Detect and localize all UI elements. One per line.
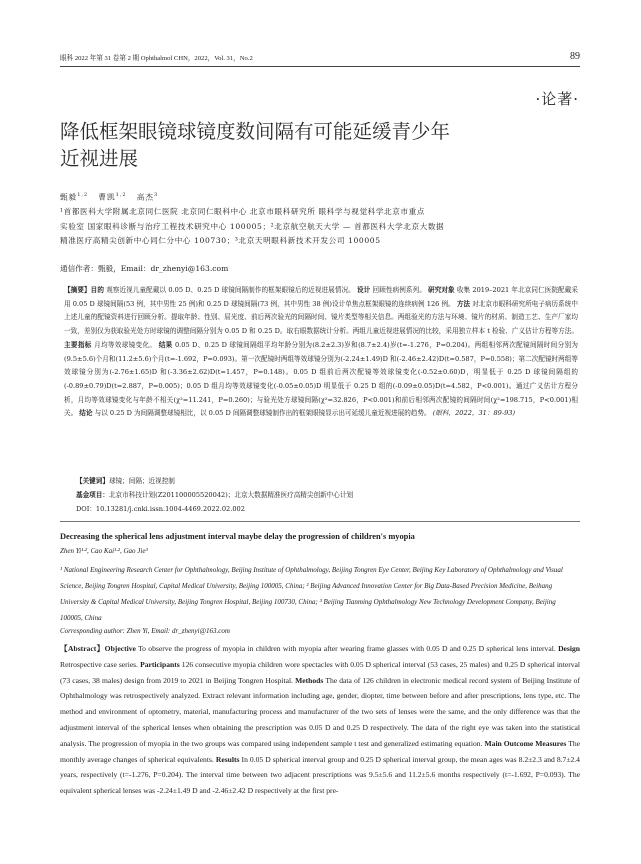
funding-text: 北京市科技计划(Z201100005520042)；北京大数据精准医疗高精尖创新中心计划: [108, 491, 354, 499]
design-label: 设计: [357, 286, 371, 294]
corresponding-author-cn: 通信作者：甄毅，Email：dr_zhenyi@163.com: [60, 264, 229, 273]
en-methods-text: The data of 126 children in electronic medical record system of Beijing Institute of Ophthalmology was retrospectively analyzed. Extract relevant information including age, gender, diopter, time between before and after prescriptions, lens type, etc. The method and environment of optometry, material, manufacturing process and manufacturer of the two sets of lenses were the same, and the only difference was that the adjustment interval of the spherical lenses when obtaining the prescription was 0.05 D and 0.25 D respectively. The data of the right eye was taken into the statistical analysis. The progression of myopia in the two groups was compared using independent sample t test and generalized estimating equation.: [60, 675, 580, 748]
conclusion-label: 结论: [79, 409, 93, 418]
english-authors: Zhen Yi¹·², Cao Kai¹·², Gao Jie³: [60, 547, 148, 555]
author-2: 曹凯: [98, 192, 116, 202]
running-header: [60, 52, 580, 62]
page-number: 89: [570, 51, 580, 62]
results-label: 结果: [158, 340, 173, 349]
en-abstract-open: 【Abstract】: [60, 644, 105, 653]
en-participants-text: 126 consecutive myopia children wore spectacles with 0.05 D spherical interval (53 cases, 25 males) and 0.25 D spherical interval (73 cases, 38 males) design from 2019 to 2021 in Beijing Tongren Hospital.: [60, 659, 581, 685]
english-affiliation: ¹ National Engineering Research Center for Ophthalmology, Beijing Institute of Ophthalmology, Beijing Tongren Eye Center, Beijing Key Laboratory of Ophthalmology and Visual Science, Beijing Tongren Hospital, Capital Medical University, Beijing 100005, China; ² Beijing Advanced Innovation Center for Big Data-Based Precision Medicine, Beihang University & Capital Medical University, Beijing Tongren Hospital, Beijing 100730, China; ³ Beijing Tianming Ophthalmology New Technology Development Company, Beijing 100005, China: [60, 566, 563, 622]
results-text: 0.05 D、0.25 D 球镜间隔组平均年龄分别为(8.2±2.3)岁和(8.7±2.4)岁(t=-1.276，P=0.204)。两组相邻两次配镜间隔时间分别为(9.5±5.6)个月和(11.2±5.6)个月(t=-1.692，P=0.093)。第一次配镜时两组等效球镜分别为(-2.24±1.49)D 和(-2.46±2.42)D(t=0.587，P=0.558)；第二次配镜时两组等效球镜分别为(-2.76±1.65)D 和(-3.36±2.62)D(t=1.457，P=0.148)。0.05 D 组前后两次配镜等效球镜变化(-0.52±0.60)D，明显低于 0.25 D 球镜间隔组的(-0.89±0.79)D(t=2.887，P=0.005)；0.05 D 组月均等效球镜变化(-0.05±0.05)D 明显低于 0.25 D 组的(-0.09±0.05)D(t=4.582，P<0.001)。通过广义估计方程分析，月均等效球镜变化与年龄不相关(χ²=11.241，P=0.260)；与验光处方球镜间隔(χ²=32.826，P<0.001)和前后相邻两次配镜的间隔时间(χ²=198.715，P<0.001)相关。: [64, 340, 578, 418]
article-title: [60, 118, 580, 172]
author-3-affil: 3: [153, 192, 159, 198]
abstract-en: [60, 641, 580, 799]
author-1-affil: 1,2: [77, 192, 89, 198]
en-design-text: Retrospective case series.: [60, 659, 139, 669]
en-outcome-text: The monthly average changes of spherical equivalents.: [60, 738, 580, 764]
funding-label: 基金项目：: [76, 491, 109, 499]
objective-label: 目的: [90, 286, 105, 294]
affiliations: [60, 205, 580, 249]
keywords-text: 球镜；间隔；近视控制: [108, 477, 175, 485]
methods-text: 对北京市眼科研究所电子病历系统中上述儿童的配镜资料进行回顾分析。提取年龄、性别、屈光度、前后两次验光的间隔时间、镜片类型等相关信息。两组验光的方法与环境、镜片的材质、制造工艺、生产厂家均一致，差别仅为获取验光处方时球镜的调整间隔分别为 0.05 D 和 0.25 D。取右眼数据统计分析。两组儿童近视进展情况的比较，采用独立样本 t 检验、广义估计方程等方法。: [64, 299, 578, 336]
section-label: ·论著·: [535, 90, 579, 108]
outcome-text: 月均等效球镜变化。: [94, 340, 157, 349]
affiliation-line: 实验室 国家眼科诊断与治疗工程技术研究中心 100005；²北京航空航天大学 — 首都医科大学北京大数据: [60, 221, 445, 231]
author-1: 甄毅: [60, 192, 78, 202]
participants-text: 收集 2019–2021 年北京同仁医院配戴采用 0.05 D 球镜间隔(53 例，其中男性 25 例)和 0.25 D 球镜间隔(73 例，其中男性 38 例)设计单焦点框架眼镜的连续病例 126 例。: [64, 286, 578, 308]
outcome-label: 主要指标: [64, 340, 92, 349]
en-methods-label: Methods: [295, 675, 324, 685]
journal-line: 眼科 2022 年第 31 卷第 2 期 Ophthalmol CHN，2022，Vol. 31，No.2: [60, 55, 253, 62]
header-rule: [60, 66, 580, 67]
abstract-cn: [64, 284, 578, 421]
divider: [60, 521, 580, 522]
citation: (眼科，2022，31：89-93): [432, 409, 516, 418]
affiliation-line: ¹首都医科大学附属北京同仁医院 北京同仁眼科中心 北京市眼科研究所 眼科学与视觉科学北京市重点: [60, 207, 426, 216]
methods-label: 方法: [456, 299, 471, 308]
conclusion-text: 与以 0.25 D 为间隔调整球镜相比，以 0.05 D 间隔调整球镜制作出的框架眼镜显示出可延缓儿童近视进展的趋势。: [94, 409, 431, 418]
author-3: 高杰: [136, 192, 154, 202]
author-list: [60, 188, 580, 205]
title-line-2: 近视进展: [60, 147, 139, 170]
en-results-label: Results: [215, 754, 240, 764]
objective-text: 观察近视儿童配戴以 0.05 D、0.25 D 球镜间隔制作的框架眼镜后的近视进展情况。: [106, 286, 355, 294]
affiliation-line: 精准医疗高精尖创新中心同仁分中心 100730；³北京天明眼科新技术开发公司 100005: [60, 236, 381, 246]
en-participants-label: Participants: [140, 659, 180, 669]
english-corresponding: Corresponding author: Zhen Yi, Email: dr_zhenyi@163.com: [60, 627, 230, 635]
english-title: Decreasing the spherical lens adjustment interval maybe delay the progression of children's myopia: [60, 532, 415, 541]
author-2-affil: 1,2: [115, 192, 127, 198]
design-text: 回顾性病例系列。: [372, 286, 426, 294]
keywords-label: 【关键词】: [76, 477, 109, 485]
en-results-text: In 0.05 D spherical interval group and 0.25 D spherical interval group, the mean ages was 8.2±2.3 and 8.7±2.4 years, respectively (t=-1.276, P=0.204). The interval time between two adjacent prescriptions was 9.5±5.6 and 11.2±5.6 months respectively (t=-1.692, P=0.093). The equivalent spherical lenses was -2.24±1.49 D and -2.46±2.42 D respectively at the first pre-: [60, 754, 580, 796]
en-objective-text: To observe the progress of myopia in children with myopia after wearing frame glasses with 0.05 D and 0.25 D spherical lens interval.: [138, 644, 556, 653]
abstract-open: 【摘要】: [64, 286, 91, 294]
en-outcome-label: Main Outcome Measures: [484, 738, 567, 748]
keywords-cn: [76, 475, 576, 489]
title-line-1: 降低框架眼镜球镜度数间隔有可能延缓青少年: [60, 120, 451, 143]
funding-cn: [76, 489, 576, 503]
en-objective-label: Objective: [104, 644, 136, 653]
en-design-label: Design: [558, 644, 581, 653]
participants-label: 研究对象: [428, 286, 455, 294]
doi: DOI：10.13281/j.cnki.issn.1004-4469.2022.02.002: [76, 505, 245, 513]
